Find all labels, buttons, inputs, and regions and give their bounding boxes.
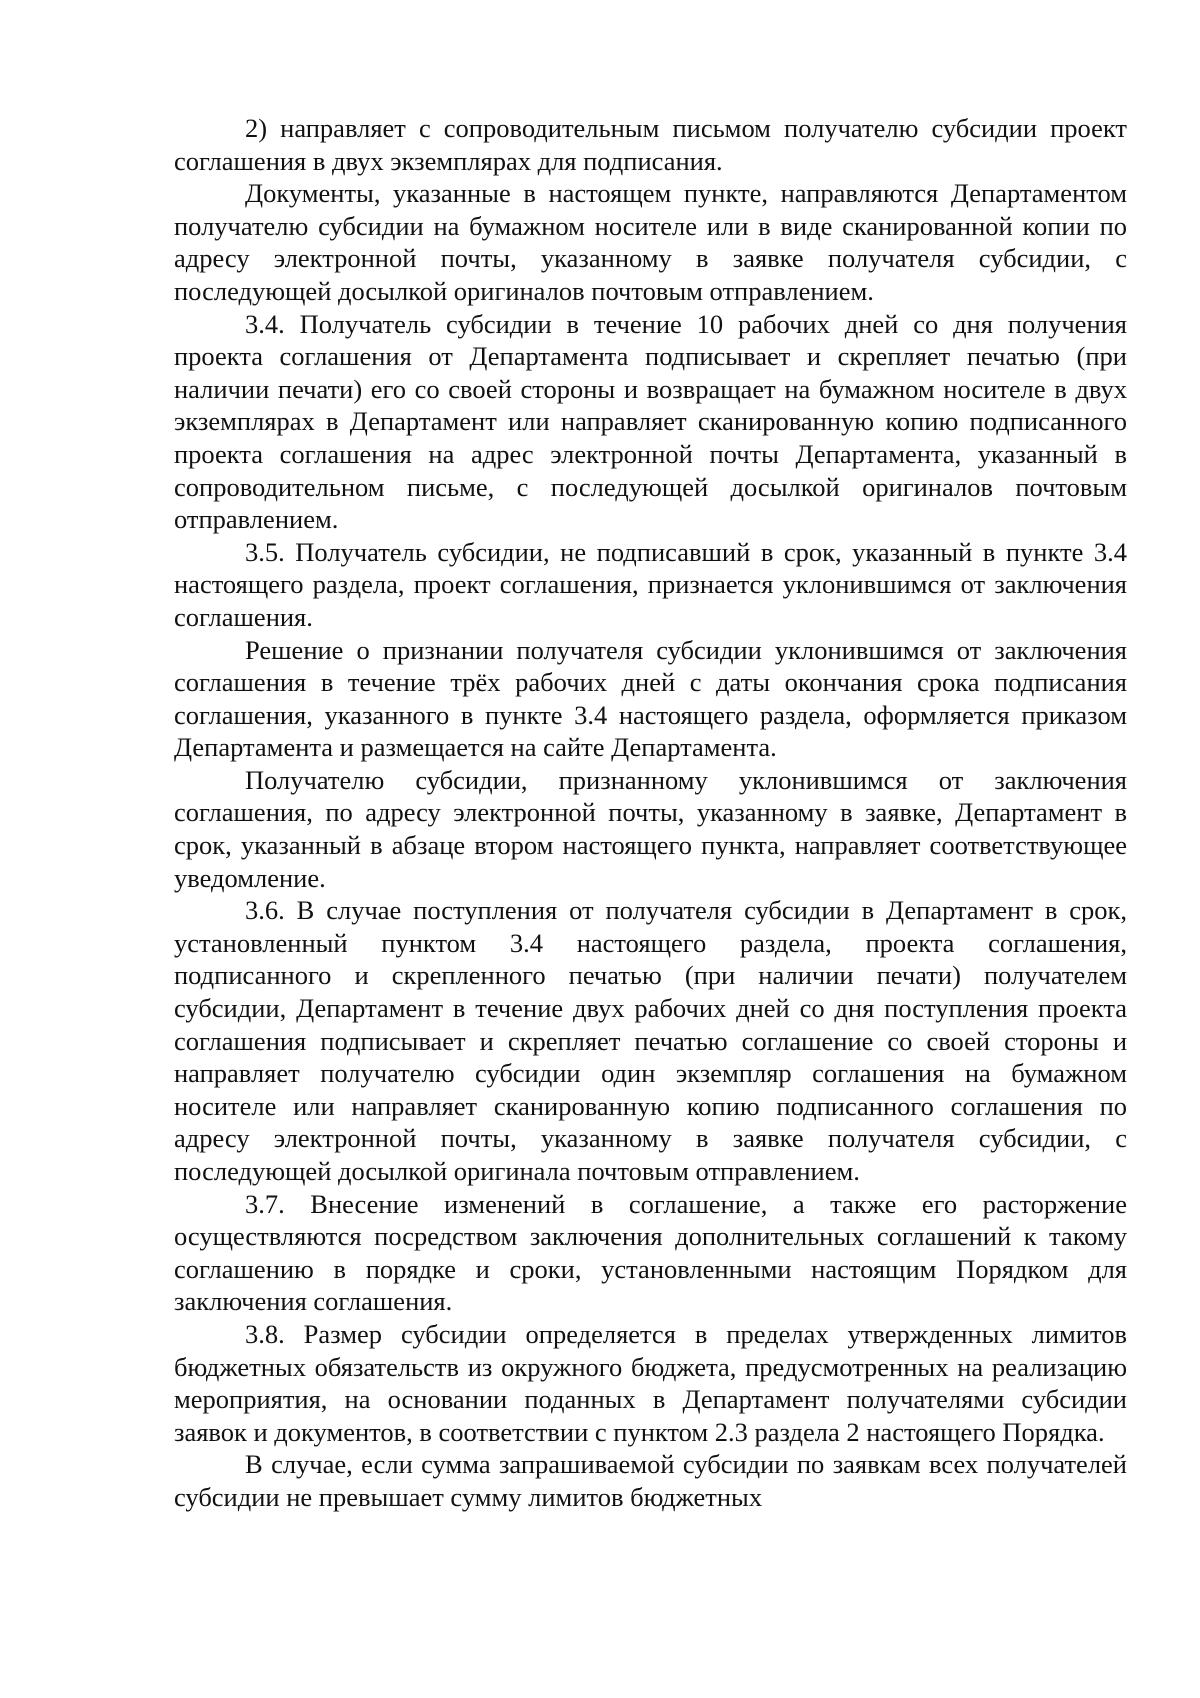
paragraph-evasion-notice: Получателю субсидии, признанному уклонившимся от заключения соглашения, по адресу электронной почты, указанному в заявке, Департамент в срок, указанный в абзаце втором настоящего пункта, направляет соответствующее уведомление. bbox=[174, 764, 1127, 893]
paragraph-3-7: 3.7. Внесение изменений в соглашение, а также его расторжение осуществляются посредством заключения дополнительных соглашений к такому соглашению в порядке и сроки, установленными настоящим Порядком для заключения соглашения. bbox=[174, 1188, 1127, 1317]
paragraph-documents-delivery: Документы, указанные в настоящем пункте, направляются Департаментом получателю субсидии на бумажном носителе или в виде сканированной копии по адресу электронной почты, указанному в заявке получателя субсидии, с последующей досылкой оригиналов почтовым отправлением. bbox=[174, 178, 1127, 306]
paragraph-item-2-sending: 2) направляет с сопроводительным письмом получателю субсидии проект соглашения в двух экземплярах для подписания. bbox=[174, 113, 1127, 176]
document-body bbox=[174, 112, 1127, 1514]
paragraph-3-6: 3.6. В случае поступления от получателя субсидии в Департамент в срок, установленный пунктом 3.4 настоящего раздела, проекта соглашения, подписанного и скрепленного печатью (при наличии печати) получателем субсидии, Департамент в течение двух рабочих дней со дня поступления проекта соглашения подписывает и скрепляет печатью соглашение со своей стороны и направляет получателю субсидии один экземпляр соглашения на бумажном носителе или направляет сканированную копию подписанного соглашения по адресу электронной почты, указанному в заявке получателя субсидии, с последующей досылкой оригинала почтовым отправлением. bbox=[174, 895, 1127, 1186]
paragraph-3-5: 3.5. Получатель субсидии, не подписавший в срок, указанный в пункте 3.4 настоящего раздела, проект соглашения, признается уклонившимся от заключения соглашения. bbox=[174, 536, 1127, 632]
paragraph-evasion-decision: Решение о признании получателя субсидии уклонившимся от заключения соглашения в течение трёх рабочих дней с даты окончания срока подписания соглашения, указанного в пункте 3.4 настоящего раздела, оформляется приказом Департамента и размещается на сайте Департамента. bbox=[174, 634, 1127, 763]
paragraph-3-4: 3.4. Получатель субсидии в течение 10 рабочих дней со дня получения проекта соглашения от Департамента подписывает и скрепляет печатью (при наличии печати) его со своей стороны и возвращает на бумажном носителе в двух экземплярах в Департамент или направляет сканированную копию подписанного проекта соглашения на адрес электронной почты Департамента, указанный в сопроводительном письме, с последующей досылкой оригиналов почтовым отправлением. bbox=[174, 308, 1127, 535]
paragraph-3-8: 3.8. Размер субсидии определяется в пределах утвержденных лимитов бюджетных обязательств из окружного бюджета, предусмотренных на реализацию мероприятия, на основании поданных в Департамент получателями субсидии заявок и документов, в соответствии с пунктом 2.3 раздела 2 настоящего Порядка. bbox=[174, 1318, 1127, 1447]
paragraph-limits-case: В случае, если сумма запрашиваемой субсидии по заявкам всех получателей субсидии не превышает сумму лимитов бюджетных bbox=[174, 1449, 1127, 1512]
